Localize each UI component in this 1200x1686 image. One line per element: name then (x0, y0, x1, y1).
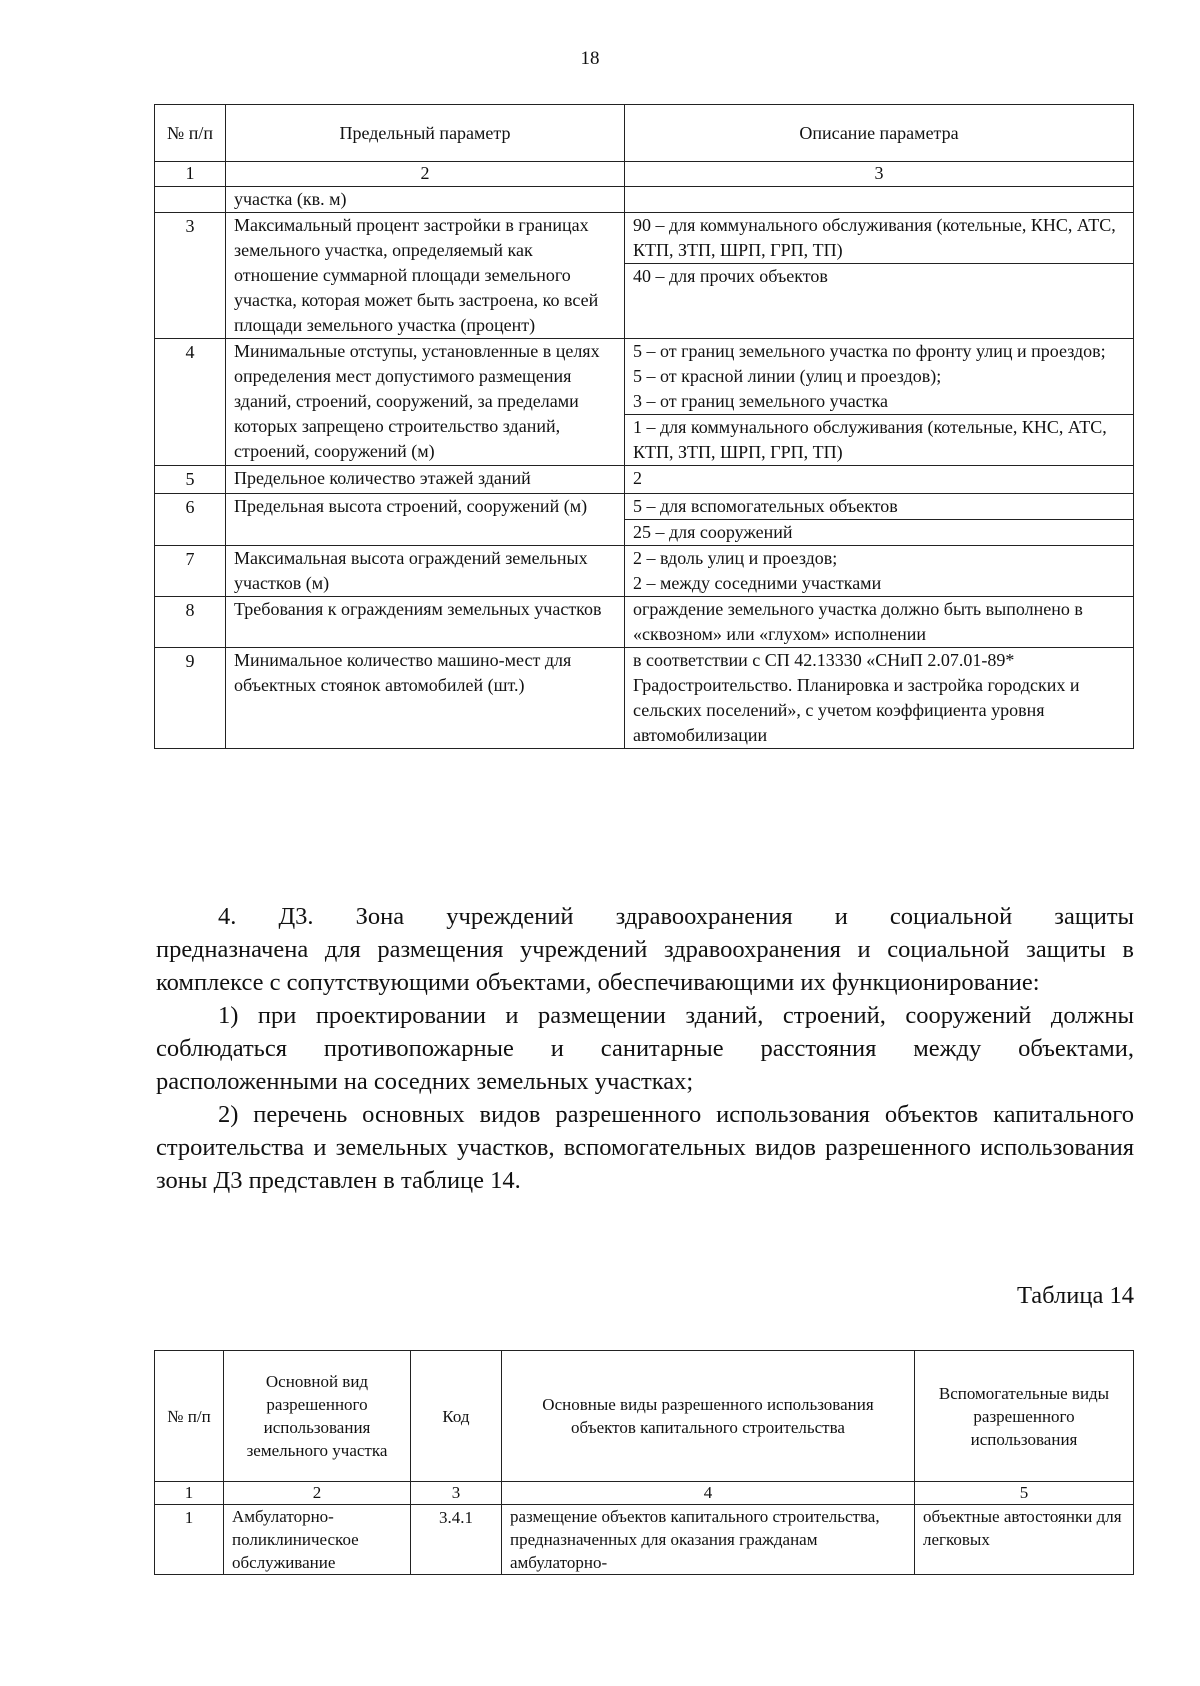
row-number: 5 (155, 466, 226, 494)
zone-uses-table (154, 1350, 1134, 1575)
description-segment: 40 – для прочих объектов (625, 263, 1133, 289)
row-number: 4 (155, 339, 226, 466)
capital-use-cell: размещение объектов капитального строительства, предназначенных для оказания гражданам амбулаторно- (502, 1505, 915, 1575)
table-row (155, 213, 1134, 339)
description-cell (625, 187, 1134, 213)
index-cell: 3 (411, 1482, 502, 1505)
description-cell (625, 546, 1134, 597)
parameter-cell: Минимальное количество машино-мест для объектных стоянок автомобилей (шт.) (226, 648, 625, 749)
table-caption: Таблица 14 (1016, 1282, 1134, 1309)
description-segment: 25 – для сооружений (625, 519, 1133, 545)
parameter-cell: Предельная высота строений, сооружений (м) (226, 494, 625, 546)
table-row (155, 648, 1134, 749)
header-capital-use: Основные виды разрешенного использования объектов капитального строительства (502, 1351, 915, 1482)
description-segment: 5 – для вспомогательных объектов (633, 496, 898, 516)
parameter-cell: Максимальная высота ограждений земельных участков (м) (226, 546, 625, 597)
aux-use-cell: объектные автостоянки для легковых (915, 1505, 1134, 1575)
index-cell: 4 (502, 1482, 915, 1505)
table-index-row (155, 1482, 1134, 1505)
row-number (155, 187, 226, 213)
description-cell (625, 213, 1134, 339)
paragraph-item-1: 1) при проектировании и размещении зданий, строений, сооружений должны соблюдаться противопожарные и санитарные расстояния между объектами, расположенными на соседних земельных участках; (156, 1002, 1134, 1095)
row-number: 8 (155, 597, 226, 648)
table-row (155, 494, 1134, 546)
index-cell: 2 (226, 162, 625, 187)
description-segment: 5 – от границ земельного участка по фронту улиц и проездов; 5 – от красной линии (улиц и проездов); 3 – от границ земельного участка (633, 341, 1106, 411)
table-row (155, 546, 1134, 597)
header-main-use: Основной вид разрешенного использования земельного участка (224, 1351, 411, 1482)
description-segment: 2 – вдоль улиц и проездов; 2 – между соседними участками (633, 548, 882, 593)
table-row (155, 597, 1134, 648)
table-row (155, 1505, 1134, 1575)
header-aux-use: Вспомогательные виды разрешенного использования (915, 1351, 1134, 1482)
section-text (156, 900, 1134, 1197)
header-parameter: Предельный параметр (226, 105, 625, 162)
page-number: 18 (580, 48, 600, 69)
header-description: Описание параметра (625, 105, 1134, 162)
parameter-cell: Предельное количество этажей зданий (226, 466, 625, 494)
header-num: № п/п (155, 105, 226, 162)
code-cell: 3.4.1 (411, 1505, 502, 1575)
row-number: 3 (155, 213, 226, 339)
parameter-cell: Минимальные отступы, установленные в целях определения мест допустимого размещения зданий, строений, сооружений, за пределами которых запрещено строительство зданий, строений, сооружений (м) (226, 339, 625, 466)
table-row (155, 339, 1134, 466)
row-number: 9 (155, 648, 226, 749)
description-cell (625, 597, 1134, 648)
row-number: 1 (155, 1505, 224, 1575)
parameter-cell: Требования к ограждениям земельных участков (226, 597, 625, 648)
description-cell (625, 494, 1134, 546)
paragraph-zone-title: 4. Д3. Зона учреждений здравоохранения и социальной защиты (218, 903, 1134, 930)
row-number: 6 (155, 494, 226, 546)
paragraph-zone-description: предназначена для размещения учреждений здравоохранения и социальной защиты в комплексе с сопутствующими объектами, обеспечивающими их функционирование: (156, 936, 1134, 996)
description-segment: 2 (633, 468, 642, 488)
description-cell (625, 466, 1134, 494)
description-segment: 1 – для коммунального обслуживания (котельные, КНС, АТС, КТП, ЗТП, ШРП, ГРП, ТП) (625, 414, 1133, 465)
description-segment: ограждение земельного участка должно быть выполнено в «сквозном» или «глухом» исполнении (633, 599, 1083, 644)
table-header-row (155, 1351, 1134, 1482)
parameter-cell: участка (кв. м) (226, 187, 625, 213)
header-code: Код (411, 1351, 502, 1482)
table-row (155, 466, 1134, 494)
header-num: № п/п (155, 1351, 224, 1482)
parameters-table (154, 104, 1134, 749)
table-index-row (155, 162, 1134, 187)
description-cell (625, 339, 1134, 466)
paragraph-item-2: 2) перечень основных видов разрешенного использования объектов капитального строительства и земельных участков, вспомогательных видов разрешенного использования зоны Д3 представлен в таблице 14. (156, 1101, 1134, 1194)
row-number: 7 (155, 546, 226, 597)
description-segment: в соответствии с СП 42.13330 «СНиП 2.07.01-89* Градостроительство. Планировка и застройка городских и сельских поселений», с учетом коэффициента уровня автомобилизации (633, 650, 1080, 745)
index-cell: 5 (915, 1482, 1134, 1505)
parameter-cell: Максимальный процент застройки в границах земельного участка, определяемый как отношение суммарной площади земельного участка, которая может быть застроена, ко всей площади земельного участка (процент) (226, 213, 625, 339)
index-cell: 1 (155, 1482, 224, 1505)
description-cell (625, 648, 1134, 749)
table-header-row (155, 105, 1134, 162)
main-use-cell: Амбулаторно-поликлиническое обслуживание (224, 1505, 411, 1575)
table-row (155, 187, 1134, 213)
description-segment: 90 – для коммунального обслуживания (котельные, КНС, АТС, КТП, ЗТП, ШРП, ГРП, ТП) (633, 215, 1116, 260)
index-cell: 1 (155, 162, 226, 187)
index-cell: 2 (224, 1482, 411, 1505)
index-cell: 3 (625, 162, 1134, 187)
